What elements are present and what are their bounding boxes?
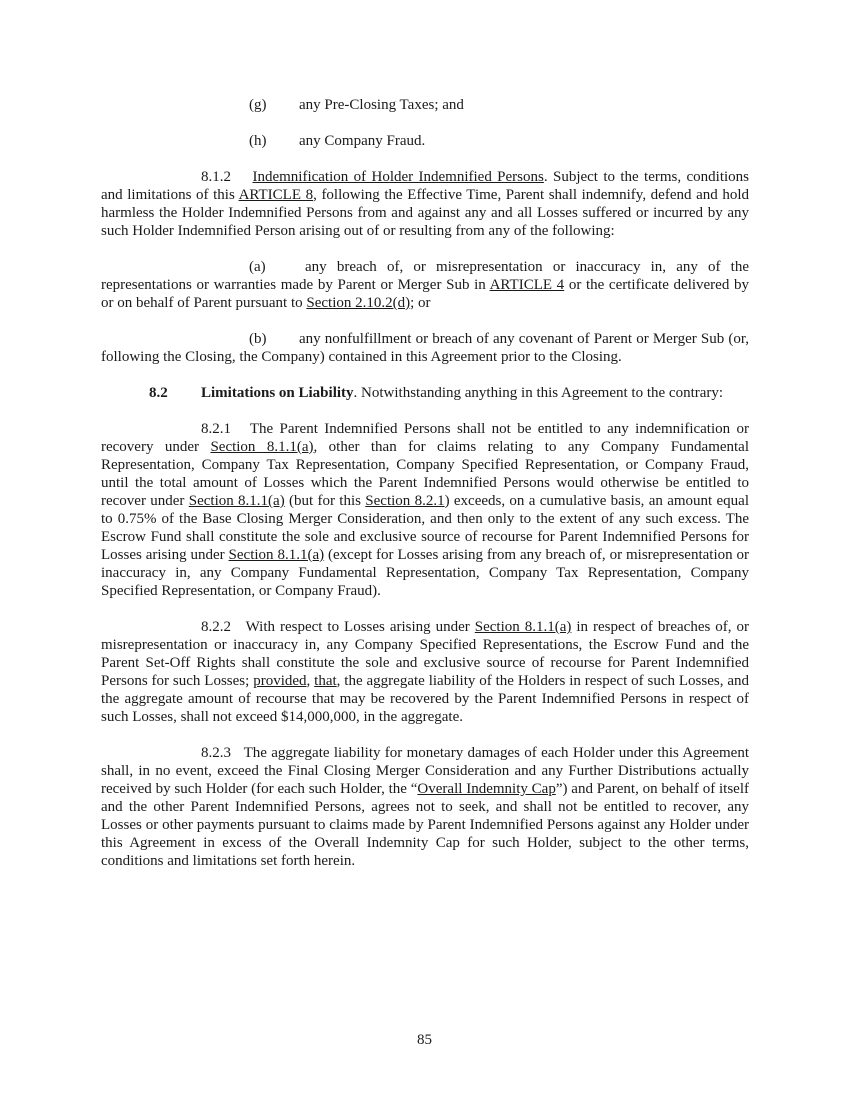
clause-text: any breach of, or misrepresentation or inaccuracy in, any of the representations or warranties made by Parent or Merger Sub in <box>101 259 749 293</box>
cross-reference: Section 2.10.2(d) <box>306 295 411 311</box>
section-heading: Limitations on Liability <box>201 385 354 401</box>
section-text: (except for Losses arising from any breach of, or misrepresentation or inaccuracy in, any Company Fundamental Representation, Company Tax Representation, Company Specified Representation, or Company Fraud). <box>101 547 750 599</box>
section-8-1-2 <box>101 168 749 240</box>
document-body <box>101 96 749 870</box>
section-text: ”) and Parent, on behalf of itself and the other Parent Indemnified Persons, agrees not to seek, and shall not be entitled to recover, any Losses or other payments pursuant to claims made by Parent Indemnified Persons against any Holder under this Agreement in excess of the Overall Indemnity Cap for such Holder, subject to the other terms, conditions and limitations set forth herein. <box>101 781 749 869</box>
clause-h <box>101 132 749 150</box>
section-number: 8.2.2 <box>201 619 231 635</box>
cross-reference: ARTICLE 8 <box>238 187 314 203</box>
clause-number: (b) <box>249 331 267 347</box>
section-8-2-1 <box>101 420 749 600</box>
section-text: . Subject to the terms, conditions and limitations of this <box>101 169 749 203</box>
clause-text: or the certificate delivered by or on behalf of Parent pursuant to <box>101 277 749 311</box>
section-text: The aggregate liability for monetary damages of each Holder under this Agreement shall, in no event, exceed the Final Closing Merger Consideration and any Further Distributions actually received by such Holder (for each such Holder, the “ <box>101 745 749 797</box>
section-8-2-2 <box>101 618 749 726</box>
section-heading: Indemnification of Holder Indemnified Persons <box>252 169 544 185</box>
cross-reference: Section 8.1.1(a) <box>228 547 325 563</box>
section-number: 8.2.1 <box>201 421 231 437</box>
page-number: 85 <box>417 1032 432 1048</box>
section-number: 8.2.3 <box>201 745 231 761</box>
section-text: , other than for claims relating to any Company Fundamental Representation, Company Tax Representation, Company Specified Representation, or Company Fraud, until the total amount of Losses which the Parent Indemnified Persons would otherwise be entitled to recover under <box>101 439 750 509</box>
section-text: The Parent Indemnified Persons shall not be entitled to any indemnification or recovery under <box>101 421 750 455</box>
section-text: . Notwithstanding anything in this Agreement to the contrary: <box>353 385 724 401</box>
subclause-b <box>101 330 749 366</box>
section-number: 8.2 <box>149 385 168 401</box>
clause-text: any Pre-Closing Taxes; and <box>299 97 464 113</box>
section-text: , the aggregate liability of the Holders in respect of such Losses, and the aggregate amount of recourse that may be recovered by the Parent Indemnified Persons in respect of such Losses, shall not exceed $14,000,000, in the aggregate. <box>101 673 750 725</box>
cross-reference: ARTICLE 4 <box>489 277 565 293</box>
defined-term: that <box>314 673 337 689</box>
section-number: 8.1.2 <box>201 169 231 185</box>
defined-term: provided <box>253 673 307 689</box>
section-text: (but for this <box>284 493 366 509</box>
subclause-a <box>101 258 749 312</box>
cross-reference: Section 8.2.1 <box>365 493 445 509</box>
defined-term: Overall Indemnity Cap <box>417 781 556 797</box>
cross-reference: Section 8.1.1(a) <box>474 619 572 635</box>
clause-number: (g) <box>249 97 267 113</box>
clause-number: (h) <box>249 133 267 149</box>
section-text: With respect to Losses arising under <box>245 619 475 635</box>
section-8-2-3 <box>101 744 749 870</box>
clause-g <box>101 96 749 114</box>
section-text: in respect of breaches of, or misrepresentation or inaccuracy in, any Company Specified Representations, the Escrow Fund and the Parent Set-Off Rights shall constitute the sole and exclusive source of recourse for Parent Indemnified Persons for such Losses; <box>101 619 750 689</box>
clause-text: ; or <box>410 295 431 311</box>
clause-text: any Company Fraud. <box>299 133 426 149</box>
section-text: , following the Effective Time, Parent shall indemnify, defend and hold harmless the Holder Indemnified Persons from and against any and all Losses suffered or incurred by any such Holder Indemnified Person arising out of or resulting from any of the following: <box>101 187 749 239</box>
clause-text: any nonfulfillment or breach of any covenant of Parent or Merger Sub (or, following the Closing, the Company) contained in this Agreement prior to the Closing. <box>101 331 749 365</box>
cross-reference: Section 8.1.1(a) <box>210 439 314 455</box>
section-text: ) exceeds, on a cumulative basis, an amount equal to 0.75% of the Base Closing Merger Consideration, and then only to the extent of any such excess. The Escrow Fund shall constitute the sole and exclusive source of recourse for Parent Indemnified Persons for Losses arising under <box>101 493 749 563</box>
cross-reference: Section 8.1.1(a) <box>188 493 285 509</box>
clause-number: (a) <box>249 259 266 275</box>
section-8-2 <box>101 384 749 402</box>
section-text: , <box>306 673 315 689</box>
